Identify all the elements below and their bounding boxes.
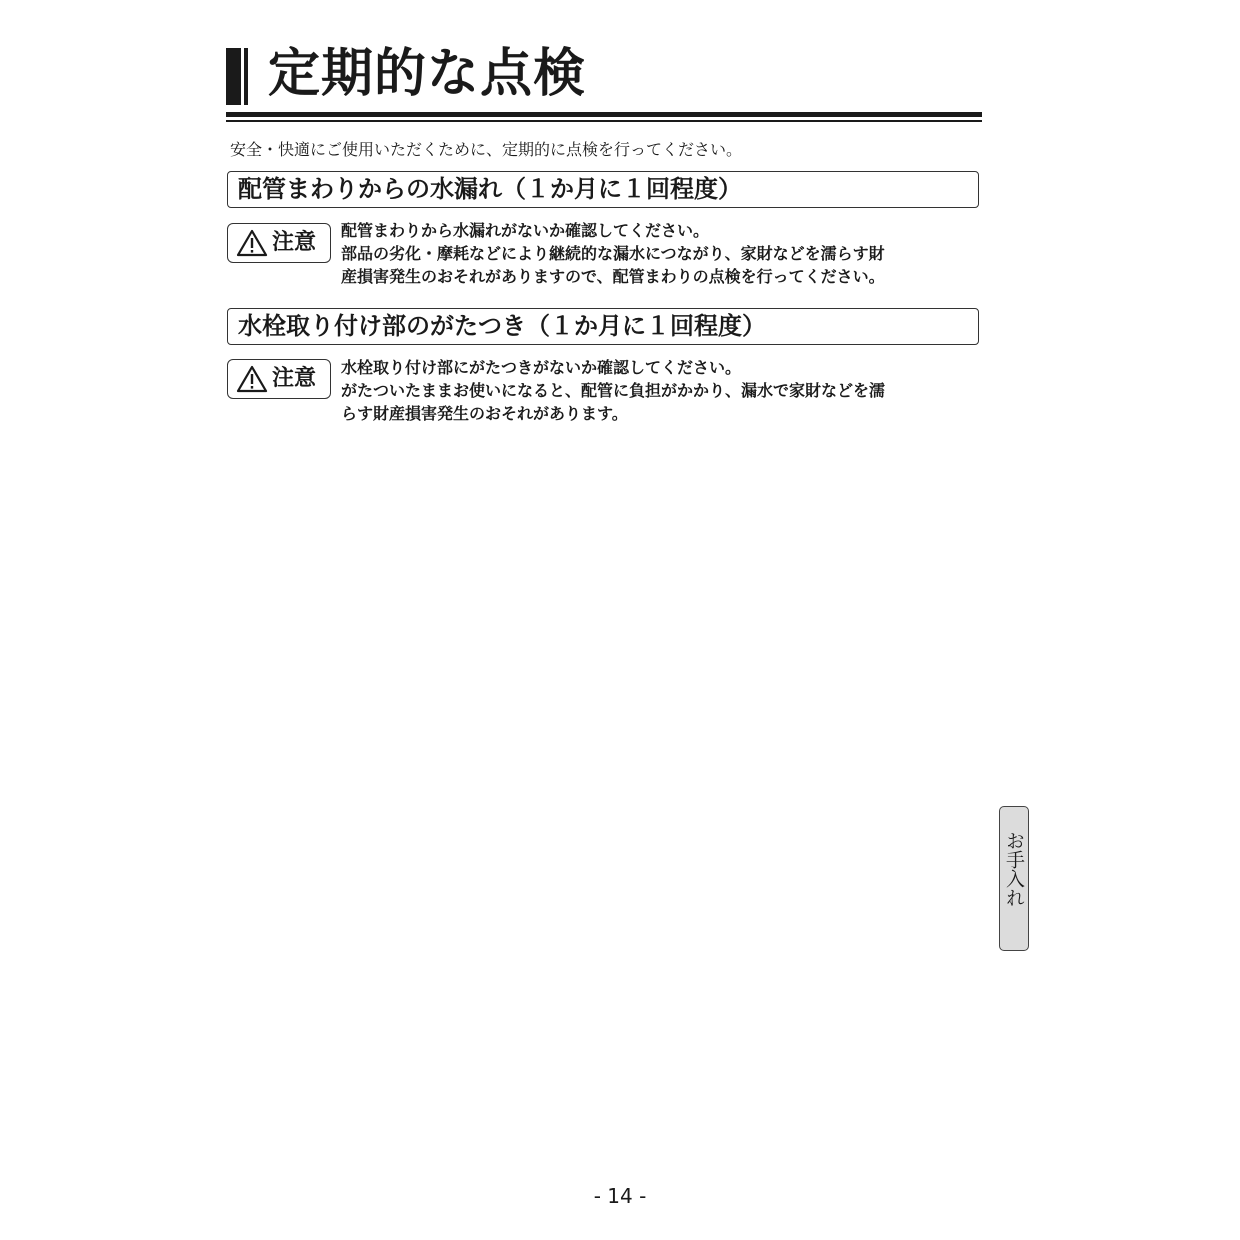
caution-text-block xyxy=(341,219,885,288)
section-heading-text: 水栓取り付け部のがたつき（１か月に１回程度） xyxy=(238,312,766,340)
caution-label: 注意 xyxy=(272,366,317,391)
title-rule-thick xyxy=(226,112,982,117)
caution-line: 部品の劣化・摩耗などにより継続的な漏水につながり、家財などを濡らす財 xyxy=(341,244,885,263)
caution-text-block xyxy=(341,356,885,425)
page-title: 定期的な点検 xyxy=(268,44,587,104)
section-heading-pipe-leak xyxy=(227,171,979,208)
side-tab-label: お手入れ xyxy=(1003,831,1025,907)
warning-triangle-icon xyxy=(236,229,268,257)
section-heading-text: 配管まわりからの水漏れ（１か月に１回程度） xyxy=(238,175,742,203)
side-index-tab xyxy=(999,806,1029,951)
caution-line: 水栓取り付け部にがたつきがないか確認してください。 xyxy=(341,358,742,377)
caution-label: 注意 xyxy=(272,230,317,255)
title-rule-thin xyxy=(226,120,982,122)
title-marker-bar xyxy=(226,48,248,105)
section-heading-faucet-wobble xyxy=(227,308,979,345)
caution-line: がたついたままお使いになると、配管に負担がかかり、漏水で家財などを濡 xyxy=(341,381,886,400)
caution-badge xyxy=(227,359,331,399)
caution-badge xyxy=(227,223,331,263)
caution-line: 配管まわりから水漏れがないか確認してください。 xyxy=(341,221,710,240)
page-header xyxy=(226,40,982,132)
page-number: - 14 - xyxy=(593,1184,647,1208)
warning-triangle-icon xyxy=(236,365,268,393)
intro-text: 安全・快適にご使用いただくために、定期的に点検を行ってください。 xyxy=(230,140,743,159)
caution-line: らす財産損害発生のおそれがあります。 xyxy=(341,404,628,423)
caution-line: 産損害発生のおそれがありますので、配管まわりの点検を行ってください。 xyxy=(341,267,885,286)
